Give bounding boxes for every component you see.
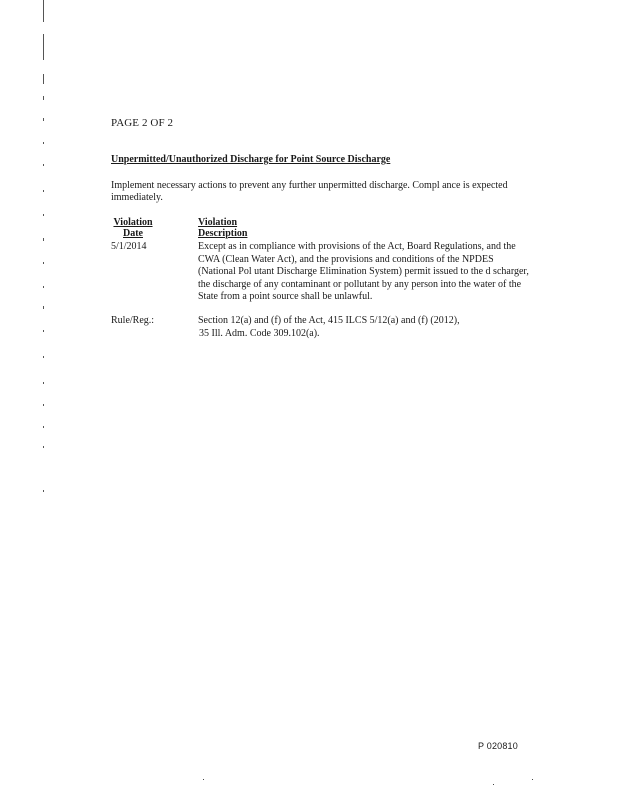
violation-description-header [198, 217, 247, 239]
violation-date-header [111, 217, 155, 239]
rule-citation-line1: Section 12(a) and (f) of the Act, 415 ILCS 5/12(a) and (f) (2012), [198, 315, 460, 326]
violation-date-header-line2: Date [123, 228, 143, 239]
violation-description-header-line2: Description [198, 228, 248, 239]
violation-description: Except as in compliance with provisions of the Act, Board Regulations, and the CWA (Clean Water Act), and the provisions and conditions of the NPDES (National Pol utant Discharge Elimination System) permit issued to the d scharger, the discharge of any contaminant or pollutant by any person into the water of the State from a point source shall be unlawful. [198, 241, 529, 303]
bates-number: P 020810 [478, 741, 518, 751]
instruction-text: Implement necessary actions to prevent any further unpermitted discharge. Compl ance is expected immediately. [111, 180, 508, 203]
rule-label: Rule/Reg.: [111, 315, 155, 326]
scan-speck [493, 784, 494, 785]
violation-description-header-line1: Violation [198, 217, 238, 228]
page-number-header: PAGE 2 OF 2 [111, 117, 174, 129]
scan-speck [532, 779, 533, 780]
violation-date: 5/1/2014 [111, 241, 147, 252]
rule-citation-line2: 35 Ill. Adm. Code 309.102(a). [199, 327, 320, 339]
scan-edge-marks [43, 0, 45, 500]
rule-citation [198, 315, 518, 340]
scan-speck [203, 779, 204, 780]
section-title: Unpermitted/Unauthorized Discharge for Point Source Discharge [111, 154, 391, 165]
violation-date-header-line1: Violation [113, 217, 153, 228]
